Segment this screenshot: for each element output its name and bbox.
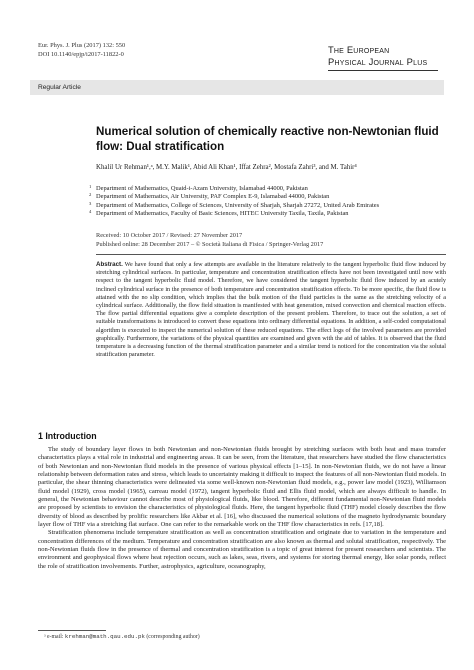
author-list: Khalil Ur Rehman¹,ᵃ, M.Y. Malik¹, Abid Ali Khan¹, Iffat Zehra², Mostafa Zahri³, and M. Tahir⁴ bbox=[96, 164, 357, 171]
affiliation-number: 3 bbox=[89, 200, 92, 206]
affiliation-number: 4 bbox=[89, 209, 92, 215]
footnote bbox=[44, 633, 200, 642]
published-date: Published online: 28 December 2017 – © Società Italiana di Fisica / Springer-Verlag 2017 bbox=[96, 240, 324, 248]
journal-reference bbox=[38, 42, 125, 59]
affiliation-text: Department of Mathematics, Air University, PAF Complex E-9, Islamabad 44000, Pakistan bbox=[96, 193, 330, 201]
section-heading: 1 Introduction bbox=[38, 431, 97, 441]
abstract-text: We have found that only a few attempts are available in the literature relatively to the tangent hyperbolic fluid flow induced by stretching cylindrical surfaces. In particular, temperature and concentration stratification effects have not been investigated until now with respect to the tangent hyperbolic fluid model. Therefore, we have considered the tangent hyperbolic fluid flow induced by an acutely inclined cylindrical surface in the presence of both temperature and concentration stratification effects. To be more specific, the fluid flow is attained with the no slip condition, which implies that the bulk motion of the fluid particles is the same as the stretching velocity of a cylindrical surface. Additionally, the flow field situation is manifested with heat generation, mixed convection and chemical reaction effects. The flow partial differential equations give a complete description of the present problem. Therefore, to trace out the solution, a set of suitable transformations is introduced to convert these equations into ordinary differential equations. In addition, a self-coded computational algorithm is executed to inspect the numerical solution of these reduced equations. The effect logs of the involved parameters are provided graphically. Furthermore, the variations of the physical quantities are examined and given with the aid of tables. It is observed that the fluid temperature is a decreasing function of the thermal stratification parameter and a similar trend is noticed for the concentration via the solutal stratification parameter. bbox=[96, 261, 447, 359]
affiliation-text: Department of Mathematics, Quaid-i-Azam University, Islamabad 44000, Pakistan bbox=[96, 185, 308, 192]
affiliation bbox=[89, 192, 446, 201]
affiliation-text: Department of Mathematics, Faculty of Basic Sciences, HITEC University Taxila, Taxila, Pakistan bbox=[96, 210, 349, 218]
journal-logo-line-1: The European bbox=[328, 44, 390, 55]
affiliation-text: Department of Mathematics, College of Sciences, University of Sharjah, Sharjah 27272, United Arab Emirates bbox=[96, 201, 380, 209]
affiliation bbox=[89, 200, 446, 210]
doi: DOI 10.1140/epjp/i2017-11822-0 bbox=[38, 50, 124, 58]
publication-dates bbox=[96, 232, 323, 249]
section-body bbox=[38, 446, 446, 571]
affiliation bbox=[89, 209, 446, 218]
journal-logo-line-2: Physical Journal Plus bbox=[328, 56, 428, 67]
logo-rule bbox=[328, 70, 438, 71]
affiliations bbox=[89, 184, 446, 219]
affiliation-number: 1 bbox=[89, 184, 92, 189]
paragraph: The study of boundary layer flows in both Newtonian and non-Newtonian fluids brought by stretching surfaces with both heat and mass transfer characteristics plays a vital role in industrial and engineering areas. It can be seen, from the literature, that researchers have studied the flow characteristics of both Newtonian and non-Newtonian fluid models in the presence of various physical effects [1–15]. In non-Newtonian fluids, we do not have a linear relationship between deformation rates and stress, which leads to uncertainty making it difficult to inspect the features of all non-Newtonian fluid models. In particular, the shear thinning characteristics were delineated via some well-known non-Newtonian fluid models, e.g., power law model (1923), Williamson fluid model (1929), cross model (1965), carreau model (1972), tangent hyperbolic fluid and Ellis fluid model, which are always difficult to handle. In general, the Newtonian behaviour cannot describe most of physiological fluids, like blood. Therefore, different fundamental non-Newtonian fluid models are proposed by scientists to envision the characteristics of physiological fluids. Here, the tangent hyperbolic fluid (THF) model closely describes the flow diversity of blood as described by prolific researchers like Akbar et al. [16], who discussed the numerical solutions of the magneto hydrodynamic boundary layer flow of THF via a stretching flat surface. One can refer to the remarkable work on the THF flow characteristics in refs. [17,18]. bbox=[38, 446, 446, 529]
abstract bbox=[96, 261, 446, 359]
article-type-band bbox=[30, 80, 444, 95]
journal-logo bbox=[328, 44, 438, 71]
affiliation-number: 2 bbox=[89, 192, 92, 198]
email-link[interactable]: krehman@math.qau.edu.pk bbox=[64, 633, 145, 640]
received-date: Received: 10 October 2017 / Revised: 27 November 2017 bbox=[96, 232, 243, 239]
abstract-rule bbox=[96, 254, 446, 255]
footnote-suffix: (corresponding author) bbox=[144, 634, 200, 640]
journal-citation: Eur. Phys. J. Plus (2017) 132: 550 bbox=[38, 42, 126, 49]
article-type: Regular Article bbox=[38, 84, 81, 91]
paper-title: Numerical solution of chemically reactive non-Newtonian fluid flow: Dual stratification bbox=[96, 125, 439, 153]
footnote-prefix: ᵃ e-mail: bbox=[44, 634, 65, 640]
abstract-label: Abstract. bbox=[96, 261, 123, 268]
paragraph: Stratification phenomena include temperature stratification as well as concentration stratification and originate due to variation in the temperature and concentration differences of the medium. Temperature and concentration stratification are also known as thermal and solutal stratification, respectively. The non-Newtonian fluids flow in the presence of thermal and concentration stratification is a topic of great interest for present researchers and scientists. The environment and geophysical flows where heat rejection occurs, such as lakes, seas, rivers, and systems for storing thermal energy, like solar ponds, reflect the role of stratification involvements. Further, astrophysics, agriculture, oceanography, bbox=[38, 529, 446, 570]
affiliation bbox=[89, 184, 446, 193]
footnote-rule bbox=[38, 630, 106, 631]
